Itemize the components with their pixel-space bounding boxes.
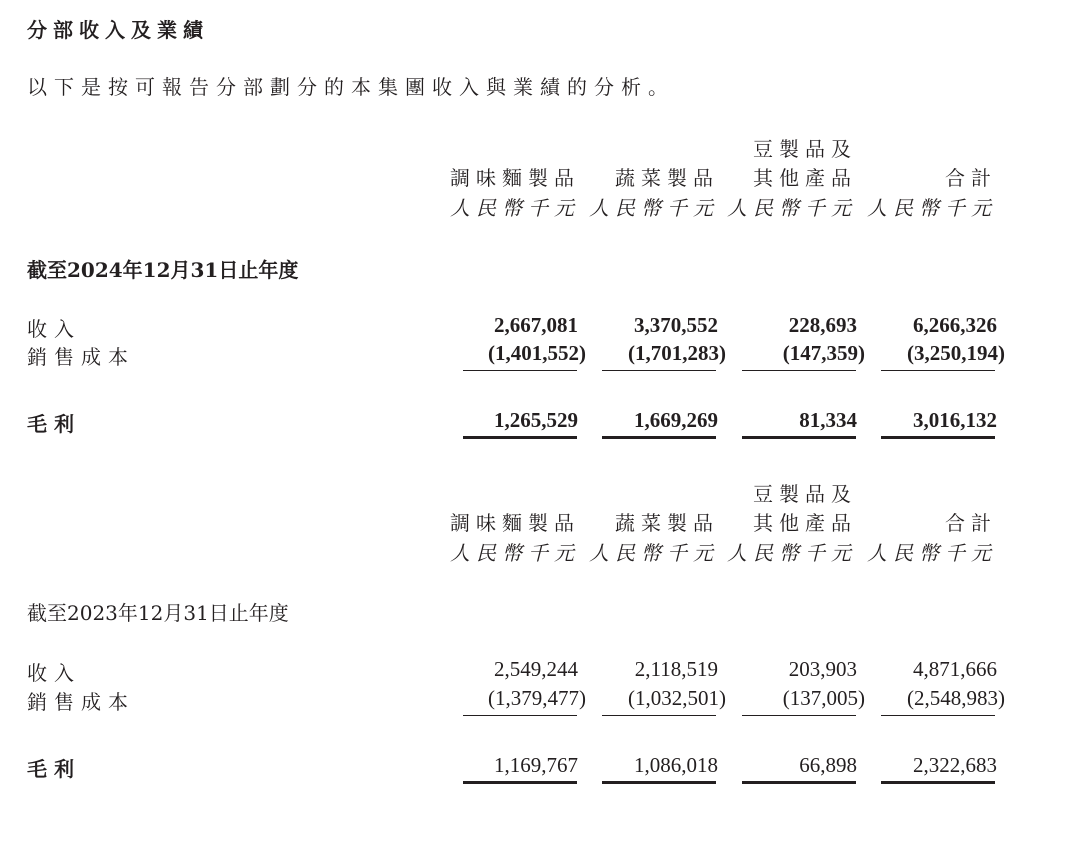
column-header: 合計: [945, 166, 997, 190]
table-cell: 1,086,018: [634, 753, 718, 777]
total-rule: [881, 781, 995, 784]
total-rule: [742, 781, 856, 784]
table-cell: (137,005): [782, 686, 865, 710]
column-unit: 人民幣千元: [727, 541, 857, 565]
total-rule: [463, 436, 577, 439]
column-header: 蔬菜製品: [615, 511, 719, 535]
section-title: 分部收入及業績: [27, 18, 209, 42]
column-unit: 人民幣千元: [450, 541, 580, 565]
table-cell: 2,322,683: [913, 753, 997, 777]
table-cell: (1,379,477): [488, 686, 586, 710]
table-cell: (2,548,983): [907, 686, 1005, 710]
table-cell: 3,016,132: [913, 408, 997, 432]
total-rule: [881, 436, 995, 439]
total-rule: [602, 781, 716, 784]
table-cell: 81,334: [799, 408, 857, 432]
column-header: 其他產品: [753, 166, 857, 190]
column-header: 蔬菜製品: [615, 166, 719, 190]
period-label: 截至2023年12月31日止年度: [27, 601, 289, 625]
subtotal-rule: [742, 715, 856, 716]
subtotal-rule: [881, 715, 995, 716]
column-unit: 人民幣千元: [867, 541, 997, 565]
table-cell: (3,250,194): [907, 341, 1005, 365]
column-unit: 人民幣千元: [589, 541, 719, 565]
row-label: 收入: [27, 317, 81, 341]
period-label: 截至2024年12月31日止年度: [27, 258, 299, 282]
subtotal-rule: [602, 715, 716, 716]
table-cell: 1,265,529: [494, 408, 578, 432]
table-cell: 203,903: [788, 657, 857, 681]
table-cell: 6,266,326: [913, 313, 997, 337]
table-cell: 3,370,552: [634, 313, 718, 337]
row-label: 收入: [27, 661, 81, 685]
column-unit: 人民幣千元: [450, 196, 580, 220]
row-label: 銷售成本: [27, 690, 135, 714]
table-cell: (1,401,552): [488, 341, 586, 365]
subtotal-rule: [463, 715, 577, 716]
total-rule: [742, 436, 856, 439]
table-cell: (1,032,501): [628, 686, 726, 710]
intro-text: 以下是按可報告分部劃分的本集團收入與業績的分析。: [27, 75, 675, 99]
row-label: 毛利: [27, 757, 81, 781]
column-unit: 人民幣千元: [589, 196, 719, 220]
row-label: 毛利: [27, 412, 81, 436]
table-cell: 2,118,519: [634, 657, 718, 681]
subtotal-rule: [742, 370, 856, 371]
column-header: 合計: [945, 511, 997, 535]
subtotal-rule: [602, 370, 716, 371]
table-cell: 1,169,767: [494, 753, 578, 777]
total-rule: [602, 436, 716, 439]
table-cell: 2,549,244: [494, 657, 578, 681]
table-cell: 1,669,269: [634, 408, 718, 432]
table-cell: 228,693: [788, 313, 857, 337]
table-cell: (147,359): [782, 341, 865, 365]
column-unit: 人民幣千元: [867, 196, 997, 220]
column-header-line1: 豆製品及: [753, 137, 857, 161]
subtotal-rule: [463, 370, 577, 371]
column-header-line1: 豆製品及: [753, 482, 857, 506]
table-cell: (1,701,283): [628, 341, 726, 365]
subtotal-rule: [881, 370, 995, 371]
column-unit: 人民幣千元: [727, 196, 857, 220]
column-header: 調味麵製品: [450, 511, 580, 535]
row-label: 銷售成本: [27, 345, 135, 369]
table-cell: 66,898: [799, 753, 857, 777]
table-cell: 2,667,081: [494, 313, 578, 337]
table-cell: 4,871,666: [913, 657, 997, 681]
column-header: 其他產品: [753, 511, 857, 535]
column-header: 調味麵製品: [450, 166, 580, 190]
total-rule: [463, 781, 577, 784]
